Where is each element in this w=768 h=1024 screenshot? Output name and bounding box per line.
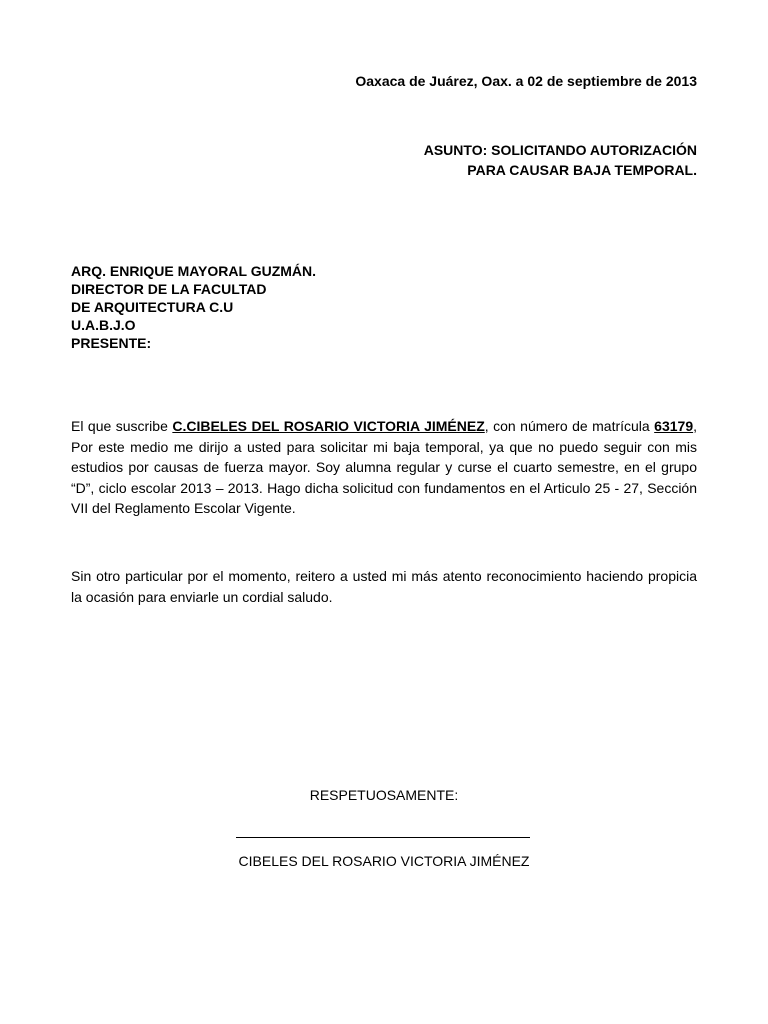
request-mid: , con número de matrícula [484, 418, 655, 434]
body-paragraph-closing: Sin otro particular por el momento, reitero a usted mi más atento reconocimiento haciendo propicia la ocasión para enviarle un cordial saludo. [71, 568, 697, 605]
subject-block [424, 140, 697, 180]
recipient-presente: PRESENTE: [71, 335, 152, 351]
recipient-block [71, 262, 316, 352]
signature-name: CIBELES DEL ROSARIO VICTORIA JIMÉNEZ [238, 853, 530, 869]
closing-salutation: RESPETUOSAMENTE: [309, 787, 459, 803]
request-prefix: El que suscribe [71, 418, 173, 434]
date-line: Oaxaca de Juárez, Oax. a 02 de septiembre de 2013 [355, 73, 697, 89]
recipient-faculty: DE ARQUITECTURA C.U [71, 299, 234, 315]
request-rest: , Por este medio me dirijo a usted para solicitar mi baja temporal, ya que no puedo seguir con mis estudios por causas de fuerza mayor. Soy alumna regular y curse el cuarto semestre, en el grupo “D”, ciclo escolar 2013 – 2013. Hago dicha solicitud con fundamentos en el Articulo 25 - 27, Sección VII del Reglamento Escolar Vigente. [71, 418, 697, 516]
recipient-name: ARQ. ENRIQUE MAYORAL GUZMÁN. [71, 263, 317, 279]
student-name: C.CIBELES DEL ROSARIO VICTORIA JIMÉNEZ [172, 418, 485, 434]
subject-line-2: PARA CAUSAR BAJA TEMPORAL. [467, 162, 697, 178]
body-paragraph-request [71, 416, 697, 519]
signature-line [236, 837, 530, 838]
student-matricula: 63179 [654, 418, 694, 434]
recipient-title: DIRECTOR DE LA FACULTAD [71, 281, 267, 297]
recipient-university: U.A.B.J.O [71, 317, 136, 333]
subject-line-1: ASUNTO: SOLICITANDO AUTORIZACIÓN [423, 142, 697, 158]
